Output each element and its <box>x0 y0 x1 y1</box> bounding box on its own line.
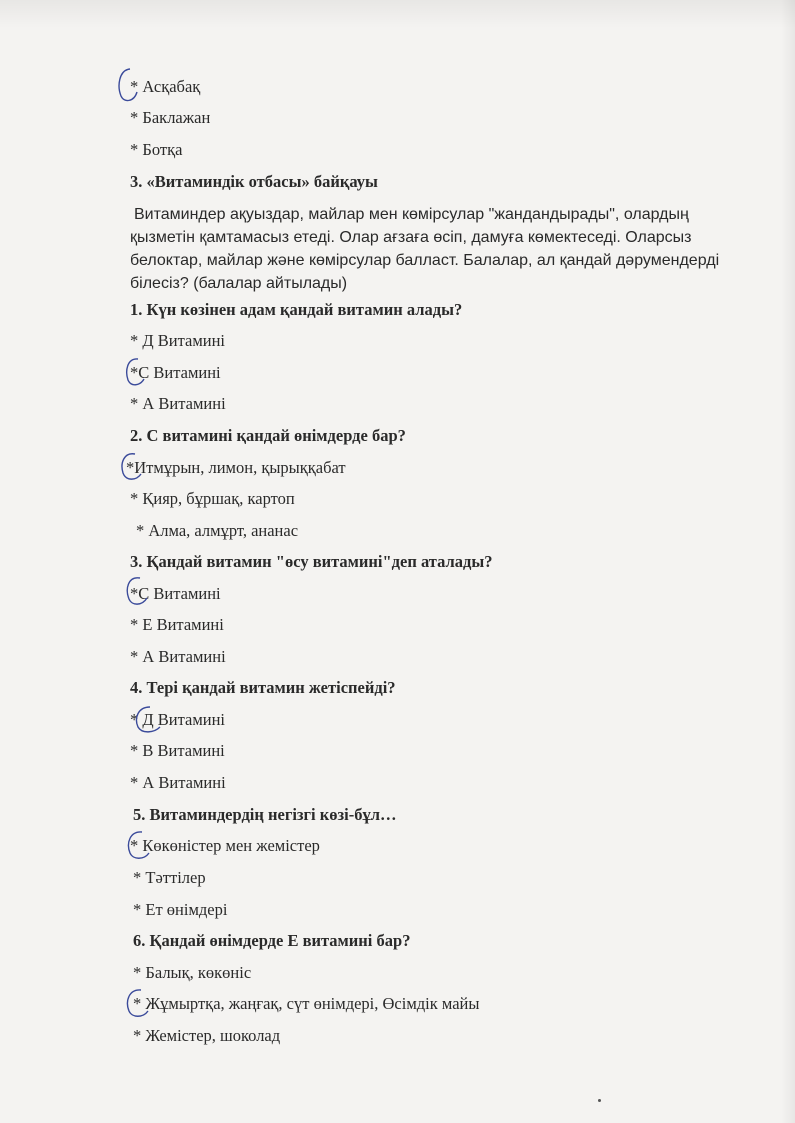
question-4: 4. Тері қандай витамин жетіспейді? <box>130 678 396 697</box>
answer-option: * Балық, көкөніс <box>133 963 252 982</box>
answer-option: * Жемістер, шоколад <box>133 1026 281 1045</box>
intro-paragraph <box>130 203 770 295</box>
answer-option: * А Витамині <box>130 647 226 666</box>
question-5: 5. Витаминдердің негізгі көзі-бұл… <box>133 805 397 824</box>
answer-option: * Асқабақ <box>130 77 201 96</box>
answer-option: * А Витамині <box>130 394 226 413</box>
answer-option: *С Витамині <box>130 363 221 382</box>
intro-line: қызметін қамтамасыз етеді. Олар ағзаға өсіп, дамуға көмектеседі. Оларсыз <box>130 229 692 246</box>
answer-option: *Итмұрын, лимон, қырыққабат <box>126 458 346 477</box>
answer-option: * А Витамині <box>130 773 226 792</box>
question-1: 1. Күн көзінен адам қандай витамин алады? <box>130 300 463 319</box>
answer-option: * Алма, алмұрт, ананас <box>136 521 299 540</box>
question-3: 3. Қандай витамин "өсу витамині"деп аталады? <box>130 552 493 571</box>
speck <box>598 1099 601 1102</box>
answer-option: *С Витамині <box>130 584 221 603</box>
section-heading: 3. «Витаминдік отбасы» байқауы <box>130 172 378 191</box>
intro-line: белоктар, майлар және көмірсулар балласт. Балалар, ал қандай дәрумендерді <box>130 252 720 269</box>
answer-option: * В Витамині <box>130 741 225 760</box>
answer-option: * Е Витамині <box>130 615 224 634</box>
intro-line: Витаминдер ақуыздар, майлар мен көмірсулар "жандандырады", олардың <box>134 206 689 223</box>
question-2: 2. С витамині қандай өнімдерде бар? <box>130 426 406 445</box>
question-6: 6. Қандай өнімдерде Е витамині бар? <box>133 931 411 950</box>
answer-option: * Д Витамині <box>130 710 226 729</box>
scan-shadow-right <box>781 0 795 1123</box>
answer-option: * Ет өнімдері <box>133 900 228 919</box>
answer-option: * Жұмыртқа, жаңғақ, сүт өнімдері, Өсімдік майы <box>133 994 480 1013</box>
answer-option: * Қияр, бұршақ, картоп <box>130 489 295 508</box>
intro-line: білесіз? (балалар айтылады) <box>130 275 348 292</box>
scan-shadow-top <box>0 0 795 28</box>
answer-option: * Көкөністер мен жемістер <box>130 836 320 855</box>
answer-option: * Д Витамині <box>130 331 226 350</box>
answer-option: * Тәттілер <box>133 868 206 887</box>
answer-option: * Ботқа <box>130 140 183 159</box>
answer-option: * Баклажан <box>130 108 211 127</box>
